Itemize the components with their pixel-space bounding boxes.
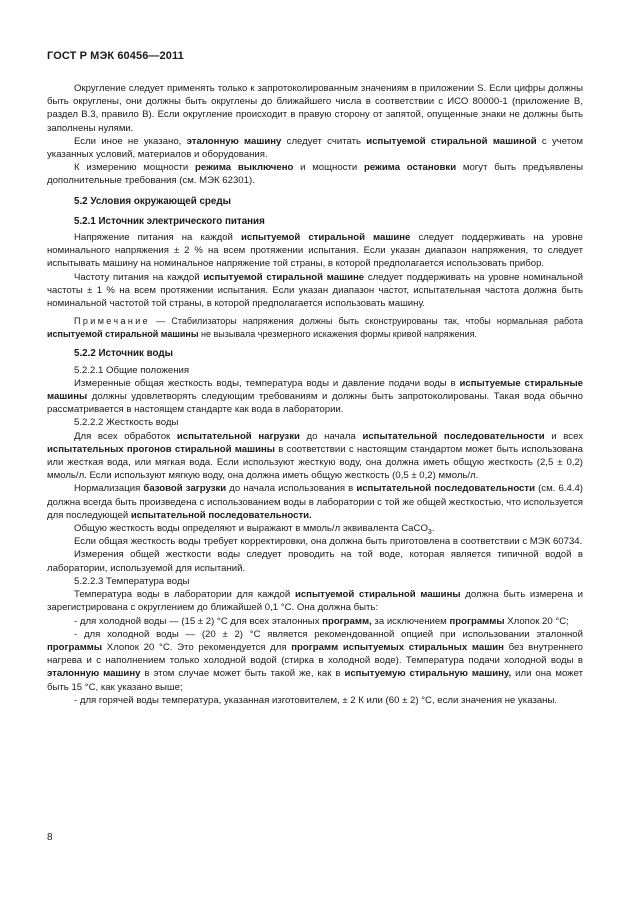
bold-term: базовой загрузки <box>143 483 227 495</box>
bold-term: программы <box>449 615 505 627</box>
bold-term: режима выключено <box>195 162 294 174</box>
text-run: без внутреннего нагрева и с наполнением только холодной водой (стирка в холодной воде). Температура подачи холодной воды в <box>47 641 583 667</box>
bold-term: программы <box>47 641 103 653</box>
paragraph <box>47 377 583 417</box>
note-paragraph <box>47 315 583 340</box>
text-run: - для холодной воды — (20 ± 2) °С является рекомендованной опцией при использовании эталонной <box>74 628 583 640</box>
page-number: 8 <box>47 832 53 843</box>
bold-term: испытательной последовательности <box>362 430 545 442</box>
bold-term: испытуемые стиральные машины <box>47 377 583 403</box>
text-run: или она может быть 15 °С, как указано выше; <box>47 668 583 693</box>
text-run: Хлопок 20 °С. Это рекомендуется для <box>102 641 292 653</box>
text-run: . <box>431 523 435 535</box>
bold-term: испытательных прогонов стиральной машины <box>47 443 275 455</box>
bold-term: испытуемой стиральной машины <box>47 328 199 339</box>
paragraph <box>47 430 583 483</box>
document-header: ГОСТ Р МЭК 60456—2011 <box>47 50 184 62</box>
paragraph <box>47 588 583 614</box>
text-run: 5.2.1 Источник электрического питания <box>74 215 265 227</box>
text-run: следует поддерживать на уровне номинального напряжения ± 2 % на всем протяжении испытания. Если указан диапазон напряжения, то следует испытывать машину на номинальное напряжение той страны, в которой предполагается использовать прибор. <box>47 232 584 270</box>
text-run: должна быть измерена и зарегистрирована с округлением до ближайшей 0,1 °С. Она должна быть: <box>47 589 584 614</box>
section-heading <box>47 195 583 208</box>
text-run: Если иное не указано, <box>74 135 187 147</box>
bold-term: программ испытуемых стиральных машин <box>291 641 504 653</box>
bold-term: эталонную машину <box>47 668 141 680</box>
bold-term: испытательной нагрузки <box>176 430 300 442</box>
bold-term: испытуемой стиральной машиной <box>366 135 537 147</box>
text-run: 5.2.2.3 Температура воды <box>74 575 190 587</box>
text-run: и мощности <box>293 162 364 174</box>
paragraph <box>47 628 583 694</box>
bold-term: программ, <box>322 615 372 627</box>
text-run: до начала <box>299 430 363 442</box>
text-run: 5.2.2 Источник воды <box>74 348 173 360</box>
text-run: 3 <box>427 528 432 536</box>
bold-term: испытуемой стиральной машине <box>203 271 365 283</box>
text-run: 5.2.2.2 Жесткость воды <box>74 417 179 429</box>
text-run: Температура воды в лаборатории для каждой <box>74 589 295 601</box>
paragraph <box>47 548 583 574</box>
text-run: не вызывала чрезмерного искажения формы кривой напряжения. <box>198 328 478 339</box>
text-run: — Стабилизаторы напряжения должны быть сконструированы так, чтобы нормальная работа <box>150 316 583 327</box>
paragraph <box>47 231 583 271</box>
text-run: с учетом указанных условий, материалов и оборудования. <box>47 135 583 161</box>
text-run: (см. 6.4.4) должна всегда быть произведена с использованием воды в лаборатории с той же общей жесткостью, что используется для последующей <box>47 483 583 521</box>
text-run: Примечание <box>74 316 151 327</box>
text-run: Хлопок 20 °С; <box>504 615 569 627</box>
text-run: могут быть предъявлены дополнительные требования (см. МЭК 62301). <box>47 162 583 187</box>
document-body <box>47 82 583 707</box>
paragraph <box>47 522 583 535</box>
text-run: Измеренные общая жесткость воды, температура воды и давление подачи воды в <box>74 377 460 389</box>
section-heading <box>47 215 583 228</box>
text-run: Округление следует применять только к запротоколированным значениям в приложении S. Если цифры должны быть округлены, они должны быть округлены до ближайшего числа в соответствии с ИСО 80000-1 (приложение В, раздел В.3, правило В). Если округление происходит в правую сторону от запятой, опущенные знаки не должны быть заполнены нулями. <box>47 83 583 134</box>
text-run: - для холодной воды — (15 ± 2) °С для всех эталонных <box>74 615 323 627</box>
paragraph <box>47 82 583 135</box>
paragraph <box>47 271 583 311</box>
bold-term: испытуемой стиральной машине <box>240 232 411 244</box>
text-run: Общую жесткость воды определяют и выражают в ммоль/л эквивалента CaCO <box>74 523 428 535</box>
paragraph <box>47 694 583 707</box>
bold-term: испытуемой стиральной машины <box>294 589 461 601</box>
document-page <box>47 50 583 707</box>
text-run: следует считать <box>281 135 367 147</box>
bold-term: испытательной последовательности. <box>130 509 312 521</box>
text-run: следует поддерживать на уровне номинальной частоты ± 1 % на всем протяжении испытания. Если указан диапазон частот, испытательная частота должна быть номинальной частотой той страны, в которой предполагается использовать машину. <box>47 271 583 310</box>
paragraph <box>47 482 583 522</box>
text-run: Нормализация <box>74 483 144 495</box>
text-run: 5.2 Условия окружающей среды <box>74 195 231 207</box>
paragraph <box>47 364 583 377</box>
text-run: должны удовлетворять следующим требованиям и должны быть запротоколированы. Такая вода обычно рассматривается в настоящем стандарте как вода в лаборатории. <box>47 391 583 416</box>
paragraph <box>47 416 583 429</box>
text-run: Если общая жесткость воды требует корректировки, она должна быть приготовлена в соответствии с МЭК 60734. <box>74 536 583 548</box>
text-run: за исключением <box>371 615 450 627</box>
text-run: К измерению мощности <box>74 162 196 174</box>
paragraph <box>47 535 583 548</box>
paragraph <box>47 575 583 588</box>
bold-term: испытательной последовательности <box>356 483 535 495</box>
bold-term: режима остановки <box>363 162 457 174</box>
text-run: в этом случае может быть такой же, как в <box>140 668 345 680</box>
text-run: Частоту питания на каждой <box>74 271 204 283</box>
section-heading <box>47 347 583 360</box>
bold-term: эталонную машину <box>186 135 282 147</box>
paragraph <box>47 161 583 187</box>
text-run: в соответствии с настоящим стандартом может быть использована или жесткая вода, или мягкая вода. Если используют жесткую воду, она должна иметь общую жесткость (2,5 ± 0,2) ммоль/л. Если используют мягкую воду, она должна иметь общую жесткость (0,5 ± 0,2) ммоль/л. <box>47 443 584 482</box>
text-run: 5.2.2.1 Общие положения <box>74 364 190 376</box>
text-run: Напряжение питания на каждой <box>74 232 241 244</box>
text-run: Измерения общей жесткости воды следует проводить на той воде, которая является типичной водой в лаборатории, используемой для испытаний. <box>47 549 583 574</box>
text-run: Для всех обработок <box>74 430 177 442</box>
text-run: и всех <box>544 430 583 442</box>
text-run: до начала использования в <box>226 483 357 495</box>
bold-term: испытуемую стиральную машину, <box>344 668 512 680</box>
paragraph <box>47 615 583 628</box>
text-run: - для горячей воды температура, указанная изготовителем, ± 2 К или (60 ± 2) °С, если значения не указаны. <box>74 694 558 706</box>
paragraph <box>47 135 583 161</box>
